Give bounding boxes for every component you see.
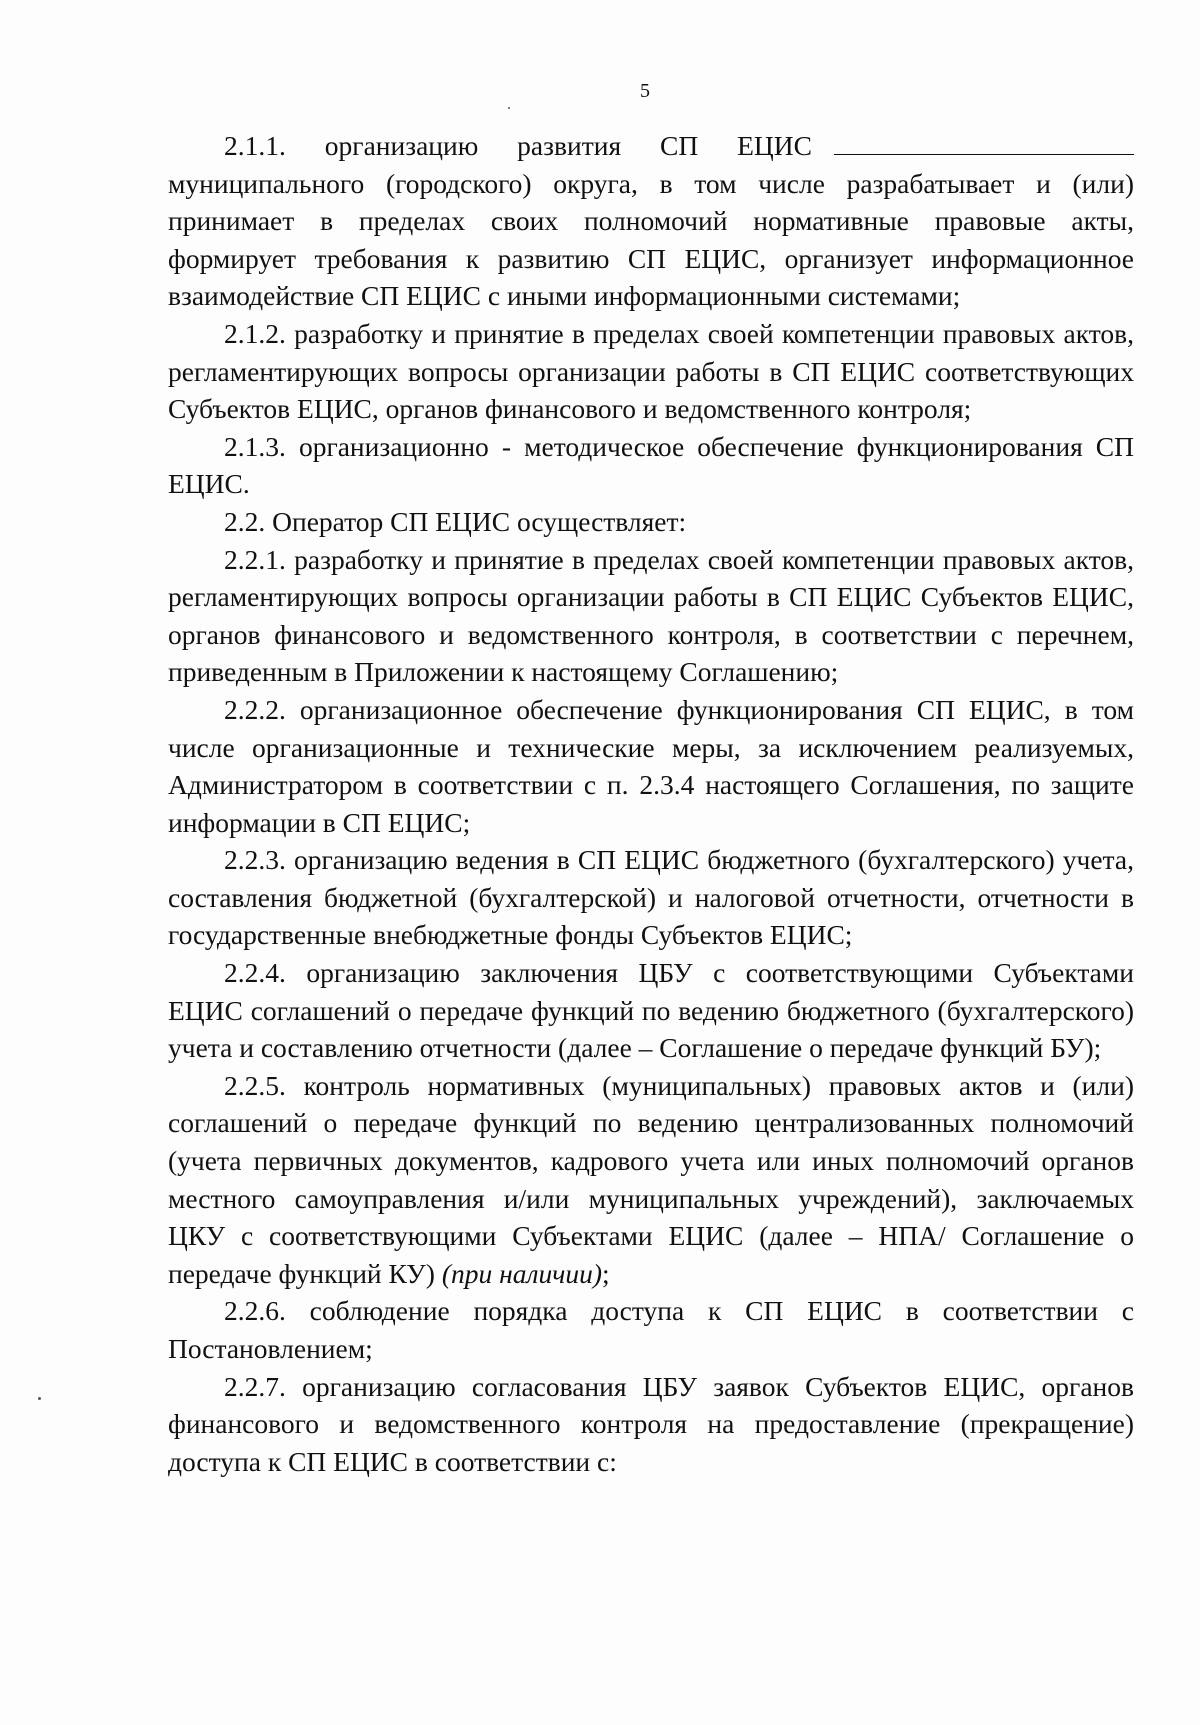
blank-fill-line (834, 132, 1134, 155)
paragraph-2-1-3: 2.1.3. организационно - методическое обеспечение функционирования СП ЕЦИС. (168, 430, 1134, 500)
document-body (168, 127, 1134, 1480)
paragraph-2-2-6: 2.2.6. соблюдение порядка доступа к СП ЕЦИС в соответствии с Постановлением; (168, 1295, 1134, 1364)
paragraph-2-2-5-text: 2.2.5. контроль нормативных (муниципальных) правовых актов и (или) соглашений о передаче функций по ведению централизованных полномочий (учета первичных документов, кадрового учета или иных полномочий органов местного самоуправления и/или муниципальных учреждений), заключаемых ЦКУ с соответствующими Субъектами ЕЦИС (далее – НПА/ Соглашение о передаче функций КУ) (168, 1069, 1134, 1289)
scan-speck (38, 1397, 41, 1400)
paragraph-2-2-5 (168, 1067, 1134, 1293)
paragraph-2-2-4: 2.2.4. организацию заключения ЦБУ с соответствующими Субъектами ЕЦИС соглашений о передаче функций по ведению бюджетного (бухгалтерского) учета и составлению отчетности (далее – Соглашение о передаче функций БУ); (168, 957, 1134, 1064)
paragraph-2-2-7: 2.2.7. организацию согласования ЦБУ заявок Субъектов ЕЦИС, органов финансового и ведомственного контроля на предоставление (прекращение) доступа к СП ЕЦИС в соответствии с: (168, 1370, 1134, 1477)
paragraph-2-2-3: 2.2.3. организацию ведения в СП ЕЦИС бюджетного (бухгалтерского) учета, составления бюджетной (бухгалтерской) и налоговой отчетности, отчетности в государственные внебюджетные фонды Субъектов ЕЦИС; (168, 844, 1134, 951)
paragraph-2-2-1: 2.2.1. разработку и принятие в пределах своей компетенции правовых актов, регламентирующих вопросы организации работы в СП ЕЦИС Субъектов ЕЦИС, органов финансового и ведомственного контроля, в соответствии с перечнем, приведенным в Приложении к настоящему Соглашению; (168, 543, 1134, 688)
paragraph-2-1-1 (168, 127, 1134, 315)
paragraph-2-2: 2.2. Оператор СП ЕЦИС осуществляет: (224, 505, 687, 537)
paragraph-2-1-1-lead: 2.1.1. организацию развития СП ЕЦИС (224, 130, 812, 161)
paragraph-2-2-5-end: ; (602, 1257, 610, 1289)
paragraph-2-2-5-italic-note: (при наличии) (441, 1257, 603, 1289)
scan-speck (508, 107, 510, 109)
page-number: 5 (640, 80, 650, 102)
paragraph-2-2-2: 2.2.2. организационное обеспечение функционирования СП ЕЦИС, в том числе организационные и технические меры, за исключением реализуемых, Администратором в соответствии с п. 2.3.4 настоящего Соглашения, по защите информации в СП ЕЦИС; (168, 693, 1134, 838)
paragraph-2-1-1-rest: муниципального (городского) округа, в том числе разрабатывает и (или) принимает в пределах своих полномочий нормативные правовые акты, формирует требования к развитию СП ЕЦИС, организует информационное взаимодействие СП ЕЦИС с иными информационными системами; (168, 167, 1134, 312)
paragraph-2-1-2: 2.1.2. разработку и принятие в пределах своей компетенции правовых актов, регламентирующих вопросы организации работы в СП ЕЦИС соответствующих Субъектов ЕЦИС, органов финансового и ведомственного контроля; (168, 317, 1134, 425)
